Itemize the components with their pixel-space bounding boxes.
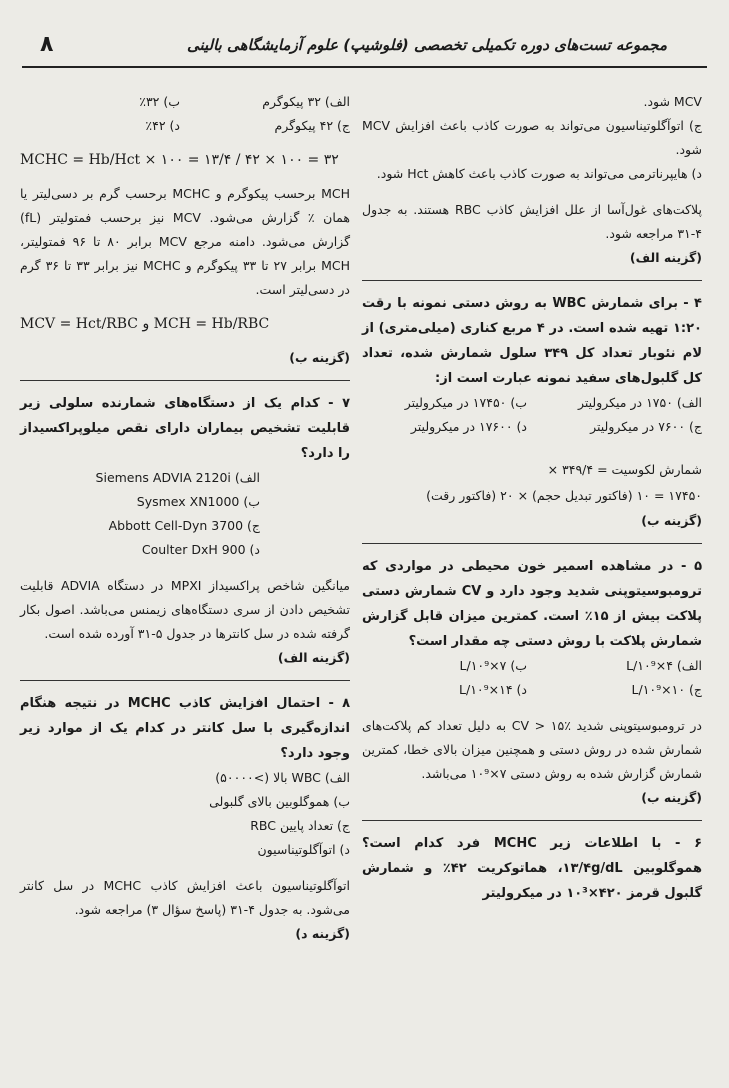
explanation-text: اتوآگلوتیناسیون باعث افزایش کاذب MCHC در سل کانتر می‌شود. به جدول ۴-۳۱ (پاسخ سؤال ۳) مراجعه شود. bbox=[20, 878, 350, 917]
question-8-options bbox=[20, 766, 350, 862]
option-b: ب) ۷×۱۰⁹/L bbox=[459, 658, 527, 673]
question-8: ۸ - احتمال افزایش کاذب MCHC در نتیجه هنگام اندازه‌گیری با سل کانتر در کدام یک از موارد زیر وجود دارد؟ bbox=[20, 696, 350, 761]
option-b: ب) هموگلوبین بالای گلبولی bbox=[209, 794, 350, 809]
explanation-text: MCH برحسب پیکوگرم و MCHC برحسب گرم بر دسی‌لیتر یا همان ٪ گزارش می‌شود. MCV نیز برحسب فمتولیتر (fL) گزارش می‌شود. دامنه مرجع MCV برابر ۸۰ تا ۹۶ فمتولیتر، MCH برابر ۲۷ تا ۳۳ پیکوگرم و MCHC نیز برابر ۳۳ تا ۳۶ گرم در دسی‌لیتر است. bbox=[20, 186, 351, 297]
calculation-line: ۱۷۴۵۰ = ۱۰ (فاکتور تبدیل حجم) × ۲۰ (فاکتور رقت) bbox=[426, 488, 702, 503]
right-column bbox=[362, 90, 702, 906]
divider bbox=[362, 280, 702, 281]
divider bbox=[362, 543, 702, 544]
option-a: الف) ۴×۱۰⁹/L bbox=[626, 658, 702, 673]
question-4-options bbox=[362, 391, 702, 439]
option-a: الف) WBC بالا (>۵۰۰۰۰) bbox=[215, 770, 350, 785]
continuation-text: MCV شود. bbox=[643, 94, 702, 109]
option-d: د) اتوآگلوتیناسیون bbox=[257, 842, 350, 857]
explanation-text: پلاکت‌های غول‌آسا از علل افزایش کاذب RBC هستند. به جدول ۴-۳۱ مراجعه شود. bbox=[362, 202, 702, 241]
option-c: ج) Abbott Cell-Dyn 3700 bbox=[108, 518, 260, 533]
explanation-text: میانگین شاخص پراکسیداز MPXI در دستگاه ADVIA قابلیت تشخیص دادن از سری دستگاه‌های زیمنس می‌باشد. اصول بکار گرفته شده در سل کانترها در جدول ۵-۳۱ آورده شده است. bbox=[20, 578, 351, 641]
answer-label: (گزینه ب) bbox=[641, 513, 702, 528]
question-5-options bbox=[362, 654, 702, 702]
question-4: ۴ - برای شمارش WBC به روش دستی نمونه با رقت ۱:۲۰ تهیه شده است. در ۴ مربع کناری (میلی‌متری) از لام نئوبار تعداد کل ۳۴۹ سلول شمارش شده، تعداد کل گلبول‌های سفید نمونه عبارت است از: bbox=[362, 296, 702, 386]
divider bbox=[20, 380, 350, 381]
question-6: ۶ - با اطلاعات زیر MCHC فرد کدام است؟ هموگلوبین ۱۳/۴g/dL، هماتوکریت ۴۲٪ و شمارش گلبول قرمز ۴۲۰×۱۰³ در میکرولیتر bbox=[362, 836, 702, 901]
running-title: مجموعه تست‌های دوره تکمیلی تخصصی (فلوشیپ) علوم آزمایشگاهی بالینی bbox=[186, 36, 667, 54]
option-d: د) ۱۷۶۰۰ در میکرولیتر bbox=[410, 419, 527, 434]
divider bbox=[20, 680, 350, 681]
option-a: الف) Siemens ADVIA 2120i bbox=[95, 470, 260, 485]
continuation-text: د) هایپرناترمی می‌تواند به صورت کاذب باعث کاهش Hct شود. bbox=[376, 166, 702, 181]
left-column bbox=[20, 90, 350, 946]
page-number: ۸ bbox=[40, 32, 54, 57]
explanation-text: در ترومبوسیتوپنی شدید CV > ۱۵٪ به دلیل تعداد کم پلاکت‌های شمارش شده در روش دستی و همچنین میزان بالای خطا، کمترین شمارش گزارش شده به روش دستی ۷×۱۰⁹ می‌باشد. bbox=[362, 718, 703, 781]
answer-label: (گزینه الف) bbox=[277, 650, 350, 665]
option-c: ج) ۴۲ پیکوگرم bbox=[274, 118, 350, 133]
option-c: ج) ۱۰×۱۰⁹/L bbox=[631, 682, 702, 697]
question-7-options bbox=[20, 466, 350, 562]
mcv-mch-formula: MCV = Hct/RBC و MCH = Hb/RBC bbox=[20, 316, 270, 332]
question-6-options bbox=[20, 90, 350, 138]
calculation-line: شمارش لکوسیت = ۳۴۹/۴ × bbox=[547, 462, 702, 477]
option-b: ب) Sysmex XN1000 bbox=[136, 494, 260, 509]
answer-label: (گزینه ب) bbox=[289, 350, 350, 365]
option-d: د) Coulter DxH 900 bbox=[141, 542, 260, 557]
mchc-formula: MCHC = Hb/Hct × ۱۰۰ = ۱۳/۴ / ۴۲ × ۱۰۰ = ۳۲ bbox=[20, 152, 339, 168]
option-d: د) ۱۴×۱۰⁹/L bbox=[459, 682, 527, 697]
question-7: ۷ - کدام یک از دستگاه‌های شمارنده سلولی زیر قابلیت تشخیص بیماران دارای نقص میلوپراکسیداز را دارد؟ bbox=[20, 396, 350, 461]
option-c: ج) تعداد پایین RBC bbox=[250, 818, 350, 833]
divider bbox=[362, 820, 702, 821]
answer-label: (گزینه الف) bbox=[629, 250, 702, 265]
option-b: ب) ۱۷۴۵۰ در میکرولیتر bbox=[404, 395, 527, 410]
option-a: الف) ۱۷۵۰ در میکرولیتر bbox=[577, 395, 702, 410]
option-b: ب) ۳۲٪ bbox=[139, 94, 180, 109]
option-d: د) ۴۲٪ bbox=[145, 118, 180, 133]
question-5: ۵ - در مشاهده اسمیر خون محیطی در مواردی که ترومبوسیتوپنی شدید وجود دارد و CV شمارش دستی پلاکت بیش از ۱۵٪ است. کمترین میزان قابل گزارش شمارش پلاکت با روش دستی چه مقدار است؟ bbox=[362, 559, 703, 649]
option-c: ج) ۷۶۰۰ در میکرولیتر bbox=[590, 419, 702, 434]
answer-label: (گزینه ب) bbox=[641, 790, 702, 805]
page-header bbox=[22, 32, 707, 68]
option-a: الف) ۳۲ پیکوگرم bbox=[262, 94, 350, 109]
continuation-text: ج) اتوآگلوتیناسیون می‌تواند به صورت کاذب باعث افزایش MCV شود. bbox=[362, 118, 702, 157]
answer-label: (گزینه د) bbox=[295, 926, 350, 941]
